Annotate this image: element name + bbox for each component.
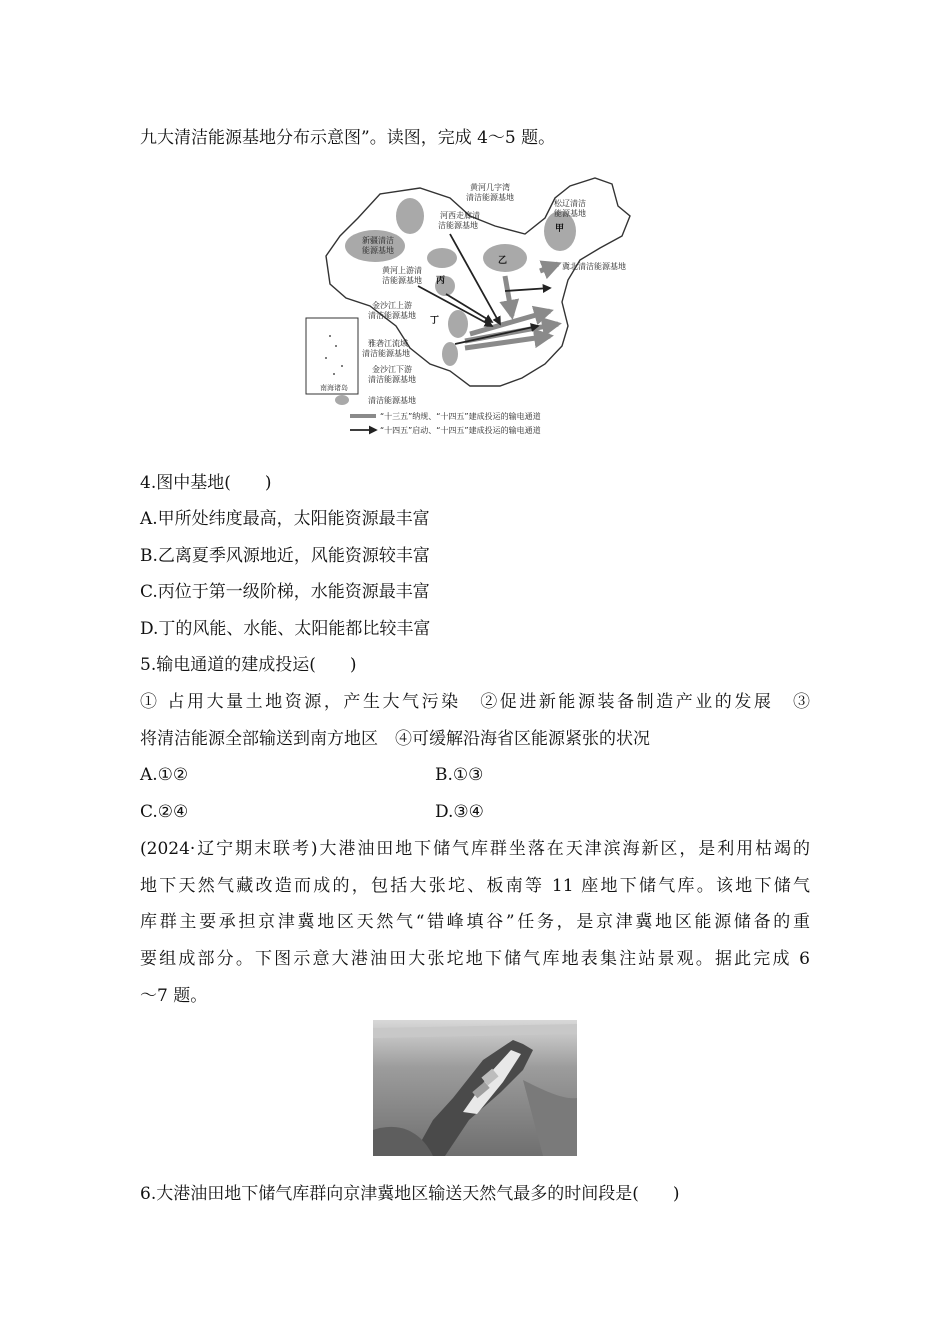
legend-base: 清洁能源基地 [368, 396, 416, 405]
label-hexi-1: 河西走廊清 [440, 211, 480, 220]
q5-option-d: D.③④ [435, 802, 484, 822]
legend-base-swatch [335, 395, 349, 405]
label-jinsha-lower-1: 金沙江下游 [372, 365, 412, 374]
passage-line5: ～7 题。 [140, 986, 208, 1006]
q6-stem: 6.大港油田地下储气库群向京津冀地区输送天然气最多的时间段是( ) [140, 1184, 680, 1204]
legend-gray: “十三五”纳规、“十四五”建成投运的输电通道 [380, 412, 541, 421]
passage-line1: (2024·辽宁期末联考)大港油田地下储气库群坐落在天津滨海新区，是利用枯竭的 [140, 839, 810, 859]
south-china-sea-inset [306, 318, 358, 394]
label-jinsha-upper-1: 金沙江上游 [372, 301, 412, 310]
gas-storage-photo [373, 1020, 577, 1156]
label-jinsha-lower-2: 清洁能源基地 [368, 375, 416, 384]
label-yalong-1: 雅砻江流域 [368, 339, 408, 348]
q5-option-b: B.①③ [435, 765, 484, 785]
q4-stem: 4.图中基地( ) [140, 473, 272, 493]
marker-yi: 乙 [498, 256, 508, 266]
label-jibei: 冀北清洁能源基地 [562, 262, 626, 271]
q5-statements-line1: ① 占用大量土地资源，产生大气污染 ②促进新能源装备制造产业的发展 ③ [140, 692, 810, 712]
label-songliao-2: 能源基地 [554, 209, 586, 218]
label-hexi-2: 洁能源基地 [438, 221, 478, 230]
passage-line3: 库群主要承担京津冀地区天然气“错峰填谷”任务，是京津冀地区能源储备的重 [140, 912, 810, 932]
q5-option-a: A.①② [140, 765, 189, 785]
q5-option-c: C.②④ [140, 802, 189, 822]
q4-option-c: C.丙位于第一级阶梯，水能资源最丰富 [140, 582, 430, 602]
passage-line2: 地下天然气藏改造而成的，包括大张坨、板南等 11 座地下储气库。该地下储气 [140, 876, 810, 896]
inset-label: 南海诸岛 [320, 384, 348, 392]
label-yalong-2: 清洁能源基地 [362, 349, 410, 358]
label-xinjiang-1: 新疆清洁 [362, 236, 394, 245]
q5-statements-line2: 将清洁能源全部输送到南方地区 ④可缓解沿海省区能源紧张的状况 [140, 729, 650, 749]
passage-line4: 要组成部分。下图示意大港油田大张坨地下储气库地表集注站景观。据此完成 6 [140, 949, 810, 969]
legend-black: “十四五”启动、“十四五”建成投运的输电通道 [380, 426, 541, 435]
q5-stem: 5.输电通道的建成投运( ) [140, 655, 357, 675]
label-xinjiang-2: 能源基地 [362, 246, 394, 255]
intro-line: 九大清洁能源基地分布示意图”。读图，完成 4～5 题。 [140, 128, 556, 148]
q4-option-a: A.甲所处纬度最高，太阳能资源最丰富 [140, 509, 430, 529]
label-huanghe-upper-2: 洁能源基地 [382, 276, 422, 285]
marker-bing: 丙 [436, 276, 446, 286]
marker-jia: 甲 [555, 224, 565, 234]
q4-option-d: D.丁的风能、水能、太阳能都比较丰富 [140, 619, 431, 639]
label-huanghe-upper-1: 黄河上游清 [382, 266, 422, 275]
label-jinsha-upper-2: 清洁能源基地 [368, 311, 416, 320]
label-jizi-2: 清洁能源基地 [466, 193, 514, 202]
label-jizi-1: 黄河几字湾 [470, 183, 510, 192]
marker-ding: 丁 [430, 316, 440, 326]
energy-base-map [300, 176, 650, 440]
label-songliao-1: 松辽清洁 [554, 199, 586, 208]
q4-option-b: B.乙离夏季风源地近，风能资源较丰富 [140, 546, 430, 566]
